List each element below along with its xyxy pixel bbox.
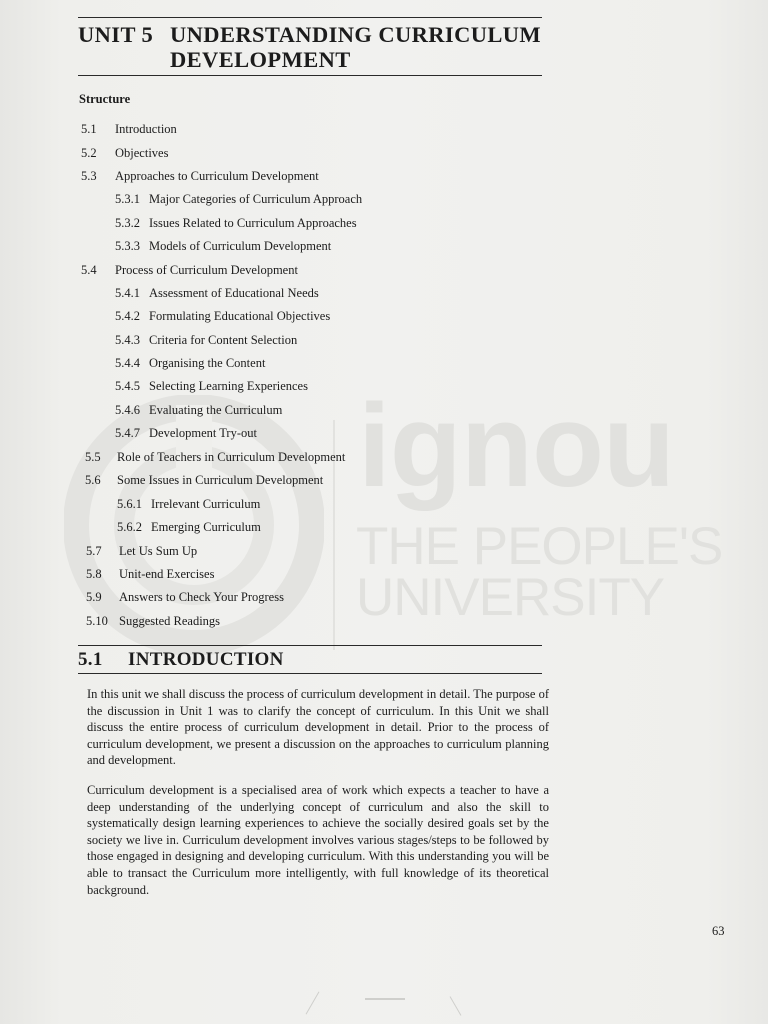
toc-text: Role of Teachers in Curriculum Development	[117, 450, 346, 464]
page-number: 63	[712, 924, 725, 938]
section-title: INTRODUCTION	[128, 649, 284, 670]
toc-text: Major Categories of Curriculum Approach	[149, 192, 363, 206]
toc-text: Evaluating the Curriculum	[149, 403, 283, 417]
toc-text: Irrelevant Curriculum	[151, 497, 261, 511]
toc-text: Formulating Educational Objectives	[149, 309, 331, 323]
toc-text: Suggested Readings	[119, 614, 221, 628]
toc-item	[115, 426, 257, 441]
toc-item	[81, 263, 298, 278]
toc-item	[115, 379, 308, 394]
toc-item	[115, 356, 265, 371]
toc-text: Answers to Check Your Progress	[119, 590, 284, 604]
toc-item	[117, 497, 260, 512]
scan-mark	[365, 998, 405, 1000]
toc-text: Organising the Content	[149, 356, 266, 370]
toc-number: 5.2	[81, 146, 97, 160]
toc-number: 5.8	[86, 567, 102, 581]
toc-number: 5.9	[86, 590, 102, 604]
toc-text: Emerging Curriculum	[151, 520, 261, 534]
toc-item	[115, 216, 357, 231]
toc-number: 5.6.2	[117, 520, 142, 534]
toc-item	[86, 567, 214, 582]
header-rule-bottom	[78, 75, 542, 76]
toc-text: Objectives	[115, 146, 169, 160]
toc-item	[115, 333, 297, 348]
toc-number: 5.3.1	[115, 192, 140, 206]
header-rule-top	[78, 17, 542, 18]
watermark-tagline-1: THE PEOPLE'S	[356, 517, 723, 576]
toc-item	[115, 239, 331, 254]
toc-item	[86, 614, 220, 629]
unit-label: UNIT 5	[78, 22, 154, 47]
toc-number: 5.4	[81, 263, 97, 277]
toc-number: 5.6	[85, 473, 101, 487]
toc-text: Development Try-out	[149, 426, 257, 440]
toc-text: Some Issues in Curriculum Development	[117, 473, 324, 487]
toc-number: 5.6.1	[117, 497, 142, 511]
toc-item	[115, 192, 362, 207]
toc-item	[115, 403, 282, 418]
toc-number: 5.3	[81, 169, 97, 183]
toc-number: 5.4.6	[115, 403, 140, 417]
toc-text: Selecting Learning Experiences	[149, 379, 308, 393]
intro-paragraph-2: Curriculum development is a specialised area of work which expects a teacher to have a deep understanding of the underlying concept of curriculum and also the skill to systematically design learning experiences to achieve the socially desired goals set by the society we live in. Curriculum development involves various stages/steps to be followed by those engaged in designing and developing curriculum. With this understanding you will be able to transact the Curriculum more intelligently, with full knowledge of its theoretical background.	[87, 783, 549, 897]
toc-number: 5.10	[86, 614, 108, 628]
toc-text: Issues Related to Curriculum Approaches	[149, 216, 357, 230]
toc-number: 5.4.2	[115, 309, 140, 323]
section-rule-bottom	[78, 673, 542, 674]
toc-number: 5.4.1	[115, 286, 140, 300]
toc-item	[86, 590, 284, 605]
toc-item	[86, 544, 197, 559]
section-number: 5.1	[78, 649, 103, 670]
structure-heading: Structure	[79, 92, 131, 106]
section-rule-top	[78, 645, 542, 646]
toc-text: Criteria for Content Selection	[149, 333, 298, 347]
toc-number: 5.3.3	[115, 239, 140, 253]
toc-text: Models of Curriculum Development	[149, 239, 332, 253]
toc-number: 5.4.5	[115, 379, 140, 393]
toc-number: 5.5	[85, 450, 101, 464]
toc-item	[85, 473, 323, 488]
toc-number: 5.4.7	[115, 426, 140, 440]
unit-title	[78, 22, 541, 72]
toc-number: 5.3.2	[115, 216, 140, 230]
toc-text: Approaches to Curriculum Development	[115, 169, 319, 183]
unit-title-line1: UNDERSTANDING CURRICULUM	[170, 22, 542, 47]
toc-number: 5.1	[81, 122, 97, 136]
toc-item	[117, 520, 261, 535]
toc-text: Process of Curriculum Development	[115, 263, 298, 277]
toc-text: Let Us Sum Up	[119, 544, 198, 558]
toc-item	[81, 122, 177, 137]
watermark-tagline-2: UNIVERSITY	[356, 568, 665, 627]
toc-number: 5.4.3	[115, 333, 140, 347]
toc-item	[81, 146, 168, 161]
toc-text: Introduction	[115, 122, 177, 136]
toc-text: Unit-end Exercises	[119, 567, 215, 581]
unit-title-line2: DEVELOPMENT	[170, 47, 351, 72]
toc-text: Assessment of Educational Needs	[149, 286, 319, 300]
toc-item	[115, 286, 319, 301]
scan-mark	[306, 991, 320, 1014]
toc-item	[85, 450, 345, 465]
section-heading	[78, 649, 284, 671]
toc-number: 5.7	[86, 544, 102, 558]
intro-paragraph-1: In this unit we shall discuss the process of curriculum development in detail. The purpose of the discussion in Unit 1 was to clarify the concept of curriculum. In this Unit we shall discuss the entire process of curriculum development in detail. Prior to the process of curriculum development, we present a discussion on the approaches to curriculum planning and development.	[87, 687, 549, 768]
scan-mark	[450, 996, 462, 1016]
toc-item	[115, 309, 330, 324]
toc-item	[81, 169, 319, 184]
watermark-brand: ignou	[358, 380, 675, 512]
toc-number: 5.4.4	[115, 356, 140, 370]
